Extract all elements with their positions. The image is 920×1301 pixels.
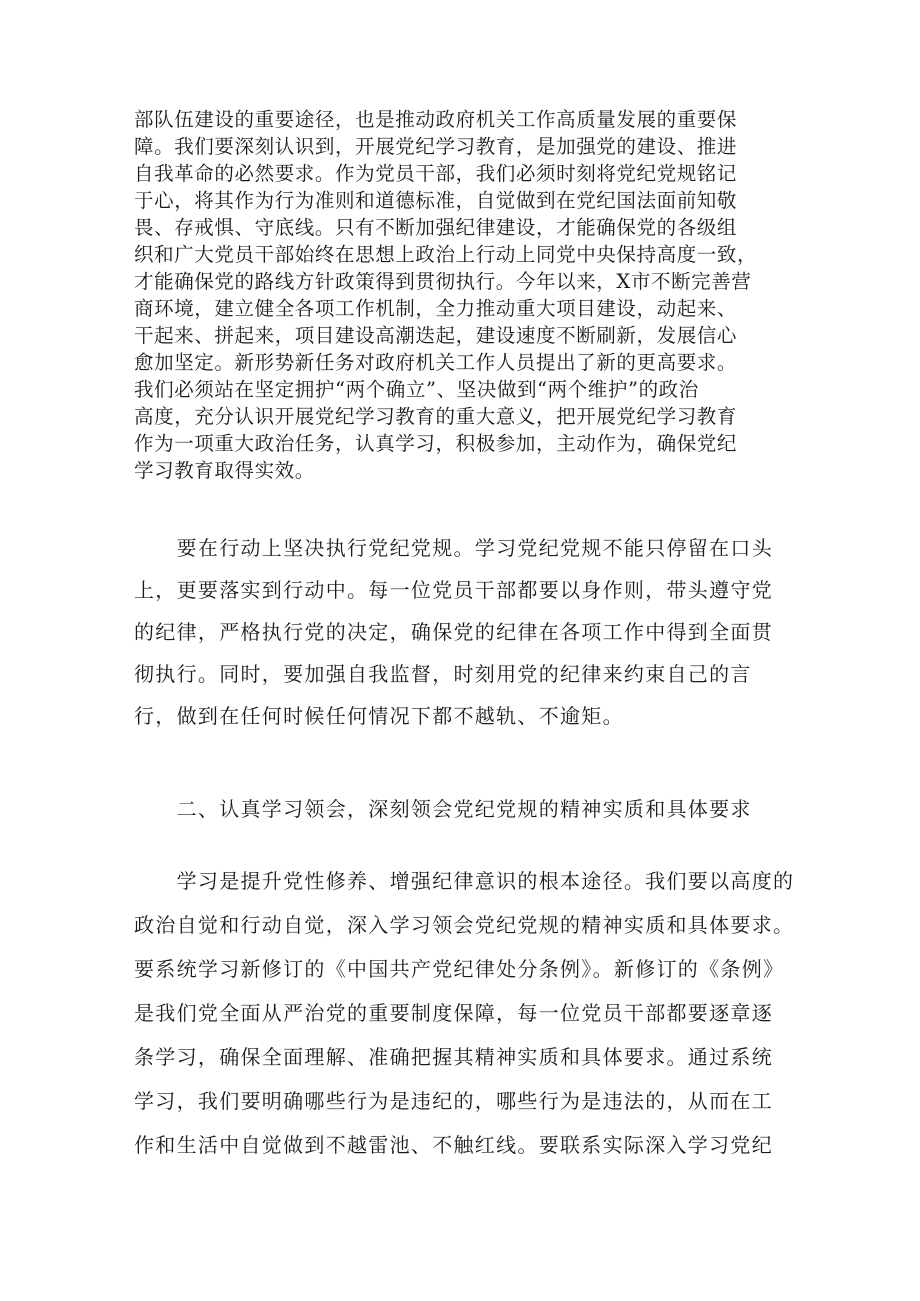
paragraph-1-line: 商环境，建立健全各项工作机制，全力推动重大项目建设，动起来、 (134, 297, 738, 320)
paragraph-3-line: 学习是提升党性修养、增强纪律意识的根本途径。我们要以高度的 (134, 869, 795, 893)
paragraph-2-line: 上，更要落实到行动中。每一位党员干部都要以身作则，带头遵守党 (134, 578, 773, 602)
paragraph-3-line: 要系统学习新修订的《中国共产党纪律处分条例》。新修订的《条例》 (134, 957, 785, 981)
paragraph-1-line: 织和广大党员干部始终在思想上政治上行动上同党中央保持高度一致， (134, 243, 758, 266)
paragraph-1-line: 畏、存戒惧、守底线。只有不断加强纪律建设，才能确保党的各级组 (134, 216, 738, 239)
paragraph-3-line: 条学习，确保全面理解、准确把握其精神实质和具体要求。通过系统 (134, 1045, 773, 1069)
paragraph-1-line: 干起来、拼起来，项目建设高潮迭起，建设速度不断刷新，发展信心 (134, 324, 738, 347)
paragraph-2-line: 的纪律，严格执行党的决定，确保党的纪律在各项工作中得到全面贯 (134, 620, 773, 644)
paragraph-1-line: 部队伍建设的重要途径，也是推动政府机关工作高质量发展的重要保 (134, 108, 738, 131)
paragraph-1-line: 才能确保党的路线方针政策得到贯彻执行。今年以来，X市不断完善营 (134, 270, 752, 293)
paragraph-2-line: 彻执行。同时，要加强自我监督，时刻用党的纪律来约束自己的言 (134, 662, 752, 686)
paragraph-1-line: 高度，充分认识开展党纪学习教育的重大意义，把开展党纪学习教育 (134, 405, 738, 428)
paragraph-1-line: 自我革命的必然要求。作为党员干部，我们必须时刻将党纪党规铭记 (134, 162, 738, 185)
paragraph-3-line: 政治自觉和行动自觉，深入学习领会党纪党规的精神实质和具体要求。 (134, 913, 795, 937)
section-heading: 二、认真学习领会，深刻领会党纪党规的精神实质和具体要求 (134, 797, 752, 821)
paragraph-1-line: 于心，将其作为行为准则和道德标准，自觉做到在党纪国法面前知敬 (134, 189, 738, 212)
paragraph-2-line: 要在行动上坚决执行党纪党规。学习党纪党规不能只停留在口头 (134, 536, 773, 560)
paragraph-1-line: 作为一项重大政治任务，认真学习，积极参加，主动作为，确保党纪 (134, 432, 738, 455)
paragraph-1-line: 障。我们要深刻认识到，开展党纪学习教育，是加强党的建设、推进 (134, 135, 738, 158)
paragraph-1-line: 我们必须站在坚定拥护“两个确立”、坚决做到“两个维护”的政治 (134, 378, 699, 401)
paragraph-1-line: 愈加坚定。新形势新任务对政府机关工作人员提出了新的更高要求。 (134, 351, 738, 374)
paragraph-2-line: 行，做到在任何时候任何情况下都不越轨、不逾矩。 (134, 704, 624, 728)
paragraph-3-line: 学习，我们要明确哪些行为是违纪的，哪些行为是违法的，从而在工 (134, 1089, 773, 1113)
paragraph-1-line: 学习教育取得实效。 (134, 459, 315, 482)
paragraph-3-line: 作和生活中自觉做到不越雷池、不触红线。要联系实际深入学习党纪 (134, 1133, 773, 1157)
paragraph-3-line: 是我们党全面从严治党的重要制度保障，每一位党员干部都要逐章逐 (134, 1001, 773, 1025)
